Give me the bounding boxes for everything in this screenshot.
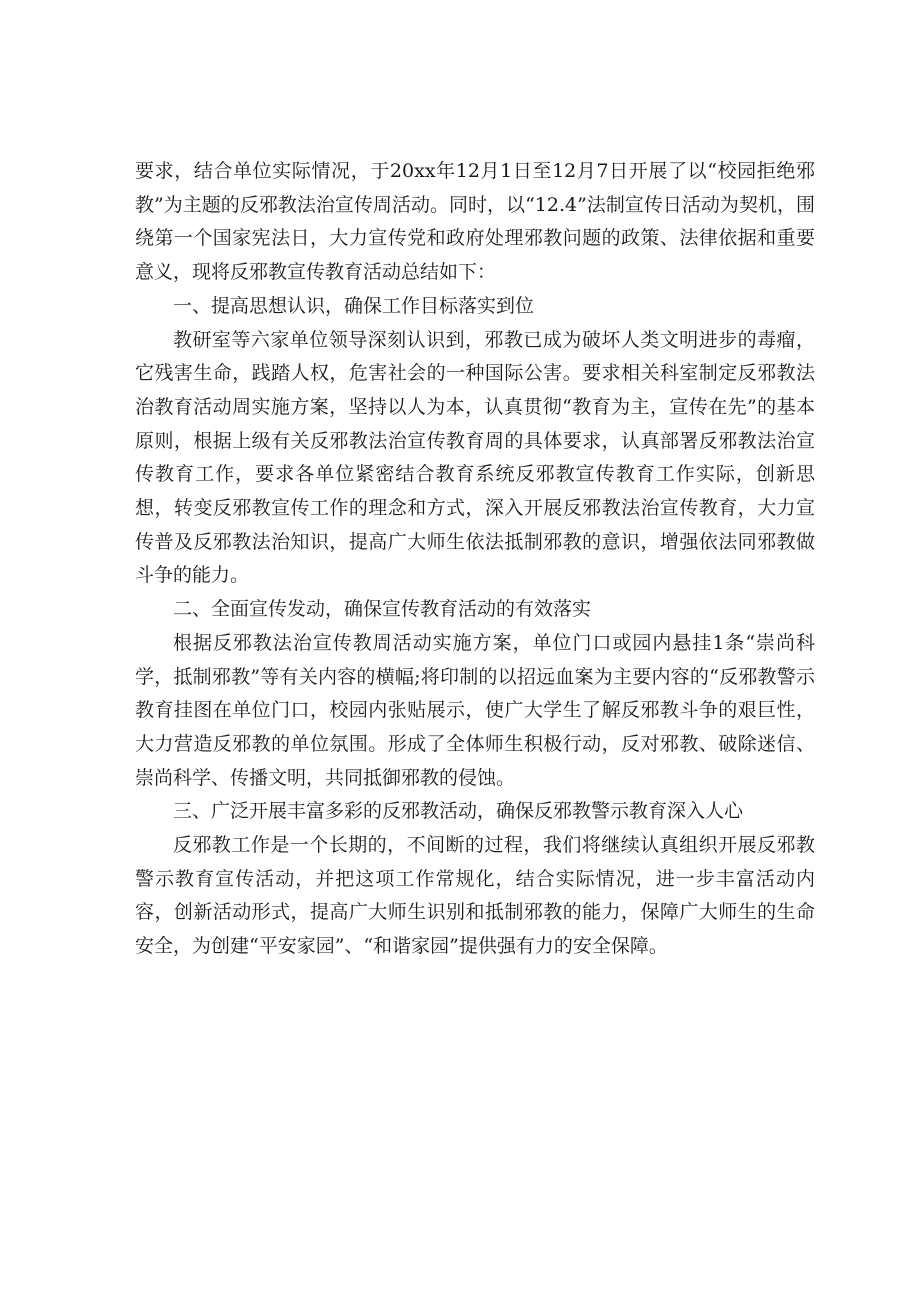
section-2-paragraph: 根据反邪教法治宣传教周活动实施方案，单位门口或园内悬挂1条“崇尚科学，抵制邪教”等有关内容的横幅;将印制的以招远血案为主要内容的“反邪教警示教育挂图在单位门口，校园内张贴展示，使广大学生了解反邪教斗争的艰巨性，大力营造反邪教的单位氛围。形成了全体师生积极行动，反对邪教、破除迷信、崇尚科学、传播文明，共同抵御邪教的侵蚀。 — [135, 631, 815, 789]
document-body — [135, 155, 815, 964]
section-heading-2: 二、全面宣传发动，确保宣传教育活动的有效落实 — [173, 598, 592, 621]
section-3-paragraph: 反邪教工作是一个长期的，不间断的过程，我们将继续认真组织开展反邪教警示教育宣传活动，并把这项工作常规化，结合实际情况，进一步丰富活动内容，创新活动形式，提高广大师生识别和抵制邪教的能力，保障广大师生的生命安全，为创建“平安家园”、“和谐家园”提供强有力的安全保障。 — [135, 834, 815, 958]
section-heading-3: 三、广泛开展丰富多彩的反邪教活动，确保反邪教警示教育深入人心 — [173, 800, 744, 823]
section-heading-1: 一、提高思想认识，确保工作目标落实到位 — [173, 294, 535, 317]
section-1-paragraph: 教研室等六家单位领导深刻认识到，邪教已成为破坏人类文明进步的毒瘤，它残害生命，践踏人权，危害社会的一种国际公害。要求相关科室制定反邪教法治教育活动周实施方案，坚持以人为本，认真贯彻“教育为主，宣传在先”的基本原则，根据上级有关反邪教法治宣传教育周的具体要求，认真部署反邪教法治宣传教育工作，要求各单位紧密结合教育系统反邪教宣传教育工作实际，创新思想，转变反邪教宣传工作的理念和方式，深入开展反邪教法治宣传教育，大力宣传普及反邪教法治知识，提高广大师生依法抵制邪教的意识，增强依法同邪教做斗争的能力。 — [135, 328, 815, 587]
intro-paragraph: 要求，结合单位实际情况，于20xx年12月1日至12月7日开展了以“校园拒绝邪教”为主题的反邪教法治宣传周活动。同时，以“12.4”法制宣传日活动为契机，围绕第一个国家宪法日，大力宣传党和政府处理邪教问题的政策、法律依据和重要意义，现将反邪教宣传教育活动总结如下： — [135, 160, 815, 284]
